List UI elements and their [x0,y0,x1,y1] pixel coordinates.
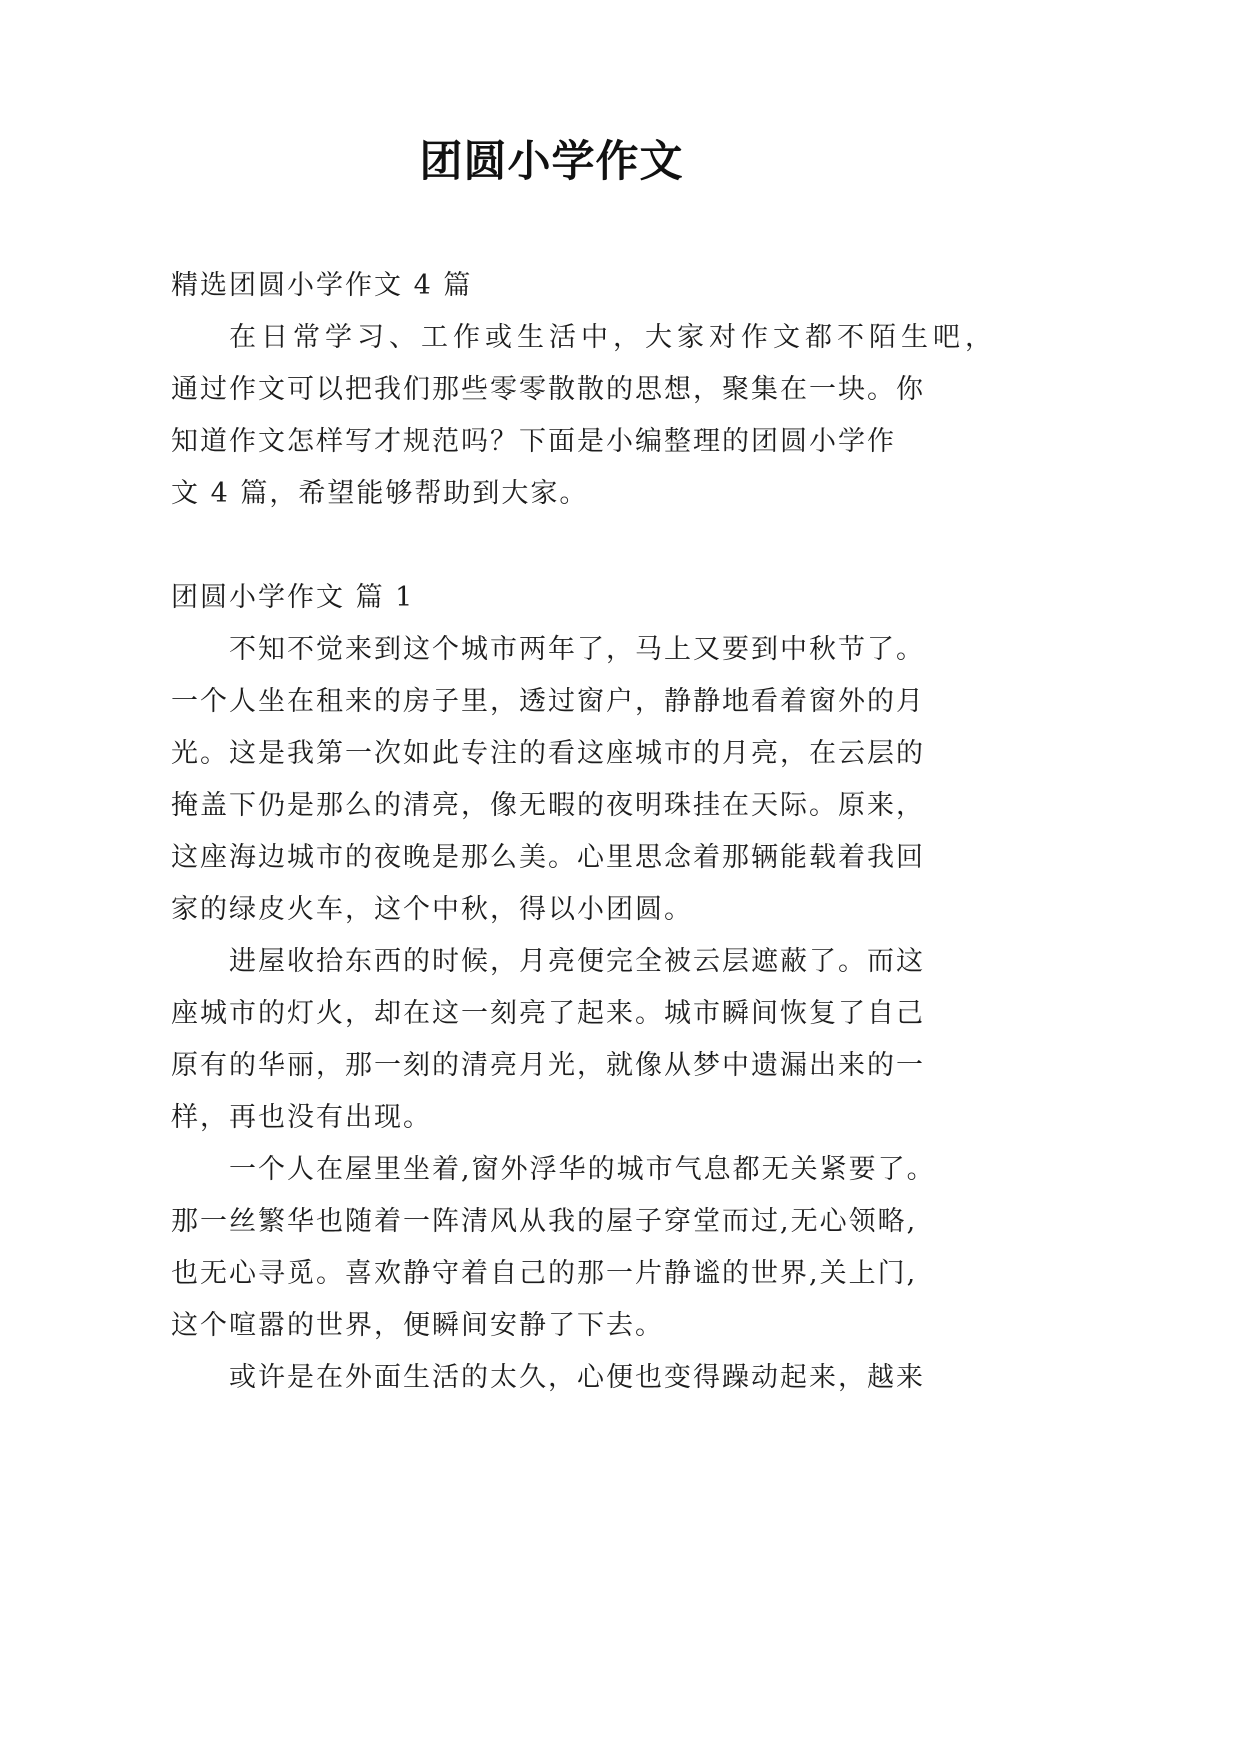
paragraph-line: 掩盖下仍是那么的清亮，像无暇的夜明珠挂在天际。原来， [171,790,925,821]
paragraph-line: 样，再也没有出现。 [171,1102,432,1133]
paragraph-line: 不知不觉来到这个城市两年了，马上又要到中秋节了。 [229,634,925,665]
paragraph-line: 座城市的灯火，却在这一刻亮了起来。城市瞬间恢复了自己 [171,998,925,1029]
document-body [171,260,997,1404]
paragraph-line: 一个人在屋里坐着,窗外浮华的城市气息都无关紧要了。 [229,1154,936,1185]
paragraph-line: 一个人坐在租来的房子里，透过窗户，静静地看着窗外的月 [171,686,925,717]
document-subtitle: 精选团圆小学作文 4 篇 [171,270,473,301]
paragraph-line: 家的绿皮火车，这个中秋，得以小团圆。 [171,894,693,925]
paragraph-line: 这个喧嚣的世界，便瞬间安静了下去。 [171,1310,664,1341]
intro-line: 在日常学习、工作或生活中，大家对作文都不陌生吧， [229,322,997,353]
intro-line: 文 4 篇，希望能够帮助到大家。 [171,478,589,509]
intro-line: 通过作文可以把我们那些零零散散的思想，聚集在一块。你 [171,374,925,405]
paragraph-line: 光。这是我第一次如此专注的看这座城市的月亮，在云层的 [171,738,925,769]
section-heading: 团圆小学作文 篇 1 [171,582,415,613]
paragraph-line: 这座海边城市的夜晚是那么美。心里思念着那辆能载着我回 [171,842,925,873]
intro-line: 知道作文怎样写才规范吗？下面是小编整理的团圆小学作 [171,426,896,457]
paragraph-line: 或许是在外面生活的太久，心便也变得躁动起来，越来 [229,1362,925,1393]
spacer [171,520,971,572]
paragraph-line: 也无心寻觅。喜欢静守着自己的那一片静谧的世界,关上门, [171,1258,918,1289]
paragraph-line: 那一丝繁华也随着一阵清风从我的屋子穿堂而过,无心领略, [171,1206,918,1237]
paragraph-line: 进屋收拾东西的时候，月亮便完全被云层遮蔽了。而这 [229,946,925,977]
paragraph-line: 原有的华丽，那一刻的清亮月光，就像从梦中遗漏出来的一 [171,1050,925,1081]
document-title: 团圆小学作文 [419,137,684,187]
